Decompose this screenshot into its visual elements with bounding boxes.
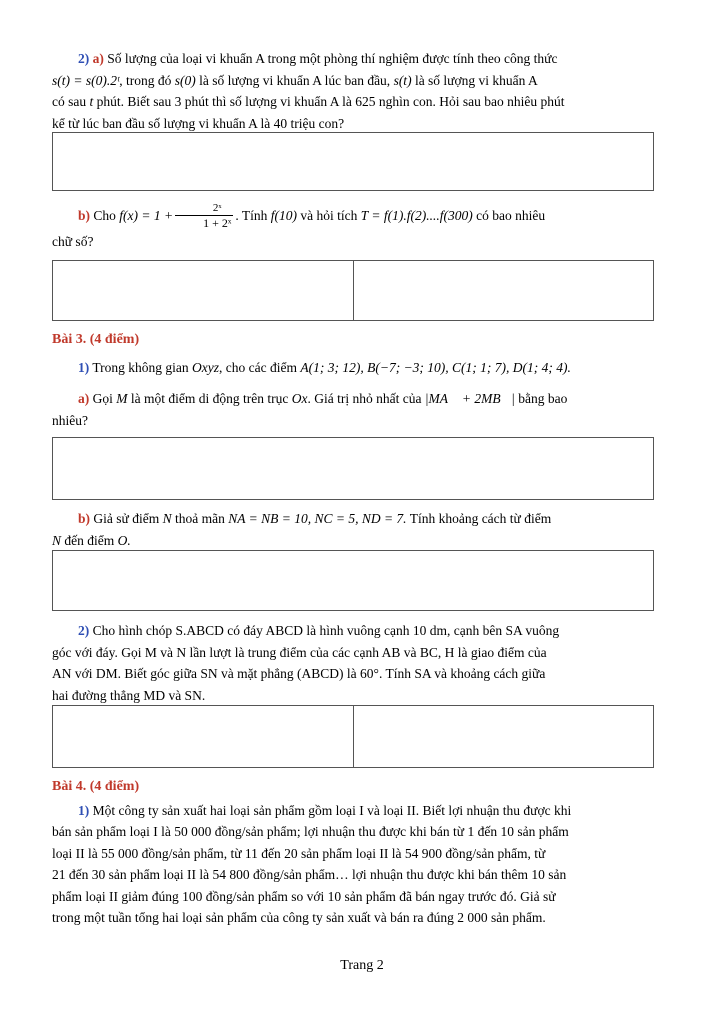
page-number: Trang 2	[340, 958, 384, 973]
bai3-2-line3: AN với DM. Biết góc giữa SN và mặt phẳng (ABCD) là 60°. Tính SA và khoảng cách giữa	[52, 666, 546, 681]
answer-box-2b	[52, 260, 654, 321]
bai3-a-line2: nhiêu?	[52, 412, 88, 428]
bai3-part2	[52, 620, 655, 706]
answer-box-3-1b[interactable]	[52, 550, 654, 611]
q2b-label: b)	[78, 208, 91, 223]
answer-cell-2b-right[interactable]	[353, 261, 654, 320]
q2b-line2: chữ số?	[52, 234, 94, 250]
q2a-line2: s(t) = s(0).2ᵗ, trong đó s(0) là số lượng vi khuẩn A lúc ban đầu, s(t) là số lượng vi khuẩn A	[52, 72, 538, 88]
bai4-line4: 21 đến 30 sản phẩm loại II là 54 800 đồng/sản phẩm… lợi nhuận thu được khi bán thêm 10 sản	[52, 867, 567, 882]
vector-expression: |MA⃗ + 2MB⃗|	[424, 391, 515, 406]
q2a-line4: kể từ lúc ban đầu số lượng vi khuẩn A là 40 triệu con?	[52, 115, 345, 131]
bai4-line1: 1) Một công ty sản xuất hai loại sản phẩm gồm loại I và loại II. Biết lợi nhuận thu được khi	[78, 802, 572, 818]
q2a-part-label: a)	[92, 51, 104, 66]
answer-cell-3-2-left[interactable]	[53, 706, 353, 767]
answer-box-3-1a[interactable]	[52, 437, 654, 500]
bai3-p1: 1) Trong không gian Oxyz, cho các điểm A(1; 3; 12), B(−7; −3; 10), C(1; 1; 7), D(1; 4; 4).	[78, 359, 571, 375]
bai4-line3: loại II là 55 000 đồng/sản phẩm, từ 11 đến 20 sản phẩm loại II là 54 900 đồng/sản phẩm, từ	[52, 845, 546, 861]
bai4-line6: trong một tuần tổng hai loại sản phẩm của công ty sản xuất và bán ra đúng 2 000 sản phẩm.	[52, 910, 546, 925]
bai3-a-line1: a) Gọi M là một điểm di động trên trục Ox. Giá trị nhỏ nhất của |MA⃗ + 2MB⃗| bằng bao	[78, 391, 568, 406]
question-2a	[52, 48, 655, 134]
bai4-line5: phẩm loại II giảm đúng 100 đồng/sản phẩm so với 10 sản phẩm đã bán ngay trước đó. Giả sử	[52, 888, 556, 904]
bai4-line2: bán sản phẩm loại I là 50 000 đồng/sản phẩm; lợi nhuận thu được khi bán từ 1 đến 10 sản phẩm	[52, 824, 569, 839]
q2a-line3: có sau t phút. Biết sau 3 phút thì số lượng vi khuẩn A là 625 nghìn con. Hỏi sau bao nhiêu phút	[52, 94, 565, 109]
bai3-2-line2: góc với đáy. Gọi M và N lần lượt là trung điểm của các cạnh AB và BC, H là giao điểm của	[52, 644, 547, 660]
bai3-b-line2: N đến điểm O.	[52, 532, 131, 548]
bai3-b	[52, 508, 655, 551]
q2a-text: Số lượng của loại vi khuẩn A trong một phòng thí nghiệm được tính theo công thức	[107, 51, 558, 66]
q2a-line1	[52, 48, 655, 70]
bai3-heading: Bài 3. (4 điểm)	[52, 332, 140, 347]
bai3-b-line1: b) Giả sử điểm N thoả mãn NA = NB = 10, NC = 5, ND = 7. Tính khoảng cách từ điểm	[78, 511, 552, 526]
q2b-fraction: $\frac{\text{2ˣ}}{\text{1 + 2ˣ}}$	[175, 202, 233, 231]
bai4-heading: Bài 4. (4 điểm)	[52, 779, 140, 794]
q2b-line1: b) Cho f(x) = 1 + $\frac{\text{2ˣ}}{\text{1 + 2ˣ}}$ . Tính f(10) và hỏi tích T = f(1).f(2)....f(300) có bao nhiêu	[78, 202, 546, 231]
answer-cell-3-2-right[interactable]	[353, 706, 654, 767]
q2a-number: 2)	[78, 51, 90, 66]
bai3-2-line4: hai đường thẳng MD và SN.	[52, 687, 206, 703]
q2a-formula: s(t) = s(0).2ᵗ	[52, 72, 120, 88]
answer-cell-2b-left[interactable]	[53, 261, 353, 320]
bai3-2-line1: 2) Cho hình chóp S.ABCD có đáy ABCD là hình vuông cạnh 10 dm, cạnh bên SA vuông	[78, 623, 560, 638]
bai3-section	[52, 329, 655, 431]
answer-box-3-2	[52, 705, 654, 768]
answer-box-2a[interactable]	[52, 132, 654, 191]
bai4-section	[52, 776, 655, 929]
question-2b	[52, 201, 655, 253]
